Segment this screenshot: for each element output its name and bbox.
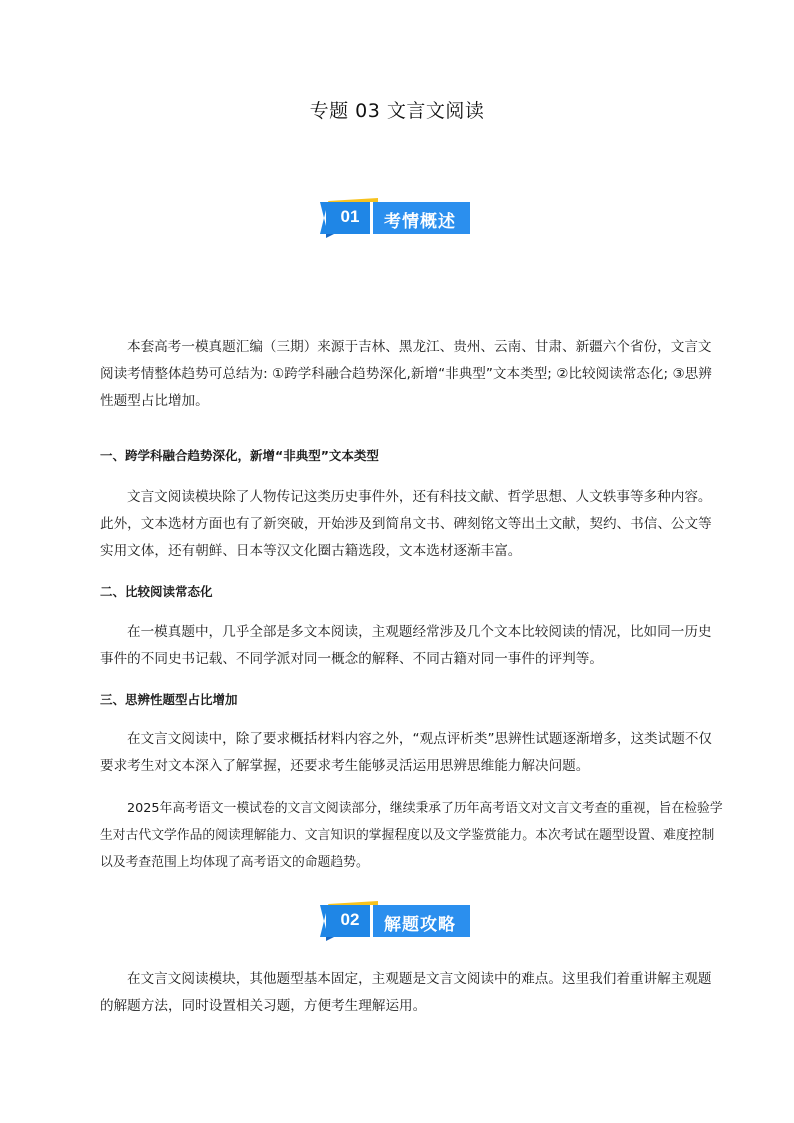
section-number: 01 <box>340 207 360 226</box>
paragraph-exam-summary: 2025年高考语文一模试卷的文言文阅读部分，继续秉承了历年高考语文对文言文考查的重视，旨在检验学生对古代文学作品的阅读理解能力、文言知识的掌握程度以及文学鉴赏能力。本次考试在题型设置、难度控制以及考查范围上均体现了高考语文的命题趋势。 <box>100 801 723 870</box>
heading-critical-thinking: 三、思辨性题型占比增加 <box>100 692 238 707</box>
heading-interdisciplinary: 一、跨学科融合趋势深化，新增“非典型”文本类型 <box>100 448 379 463</box>
section-number: 02 <box>340 910 360 929</box>
heading-comparative: 二、比较阅读常态化 <box>100 584 213 599</box>
paragraph-critical-thinking: 在文言文阅读中，除了要求概括材料内容之外，“观点评析类”思辨性试题逐渐增多，这类试题不仅要求考生对文本深入了解掌握，还要求考生能够灵活运用思辨思维能力解决问题。 <box>100 731 713 774</box>
section-banner-strategy <box>318 901 470 941</box>
intro-paragraph: 本套高考一模真题汇编（三期）来源于吉林、黑龙江、贵州、云南、甘肃、新疆六个省份，文言文阅读考情整体趋势可总结为: ①跨学科融合趋势深化,新增“非典型”文本类型; ②比较阅读常态化; ③思辨性题型占比增加。 <box>100 339 712 409</box>
section-banner-overview <box>318 198 470 238</box>
paragraph-strategy: 在文言文阅读模块，其他题型基本固定，主观题是文言文阅读中的难点。这里我们着重讲解主观题的解题方法，同时设置相关习题，方便考生理解运用。 <box>100 971 712 1014</box>
paragraph-interdisciplinary: 文言文阅读模块除了人物传记这类历史事件外，还有科技文献、哲学思想、人文轶事等多种内容。此外，文本选材方面也有了新突破，开始涉及到简帛文书、碑刻铭文等出土文献，契约、书信、公文等实用文体，还有朝鲜、日本等汉文化圈古籍选段，文本选材逐渐丰富。 <box>100 489 712 559</box>
page-title: 专题 03 文言文阅读 <box>309 100 485 122</box>
section-label: 解题攻略 <box>384 915 456 935</box>
section-label: 考情概述 <box>384 212 456 232</box>
paragraph-comparative: 在一模真题中，几乎全部是多文本阅读，主观题经常涉及几个文本比较阅读的情况，比如同一历史事件的不同史书记载、不同学派对同一概念的解释、不同古籍对同一事件的评判等。 <box>100 624 712 667</box>
